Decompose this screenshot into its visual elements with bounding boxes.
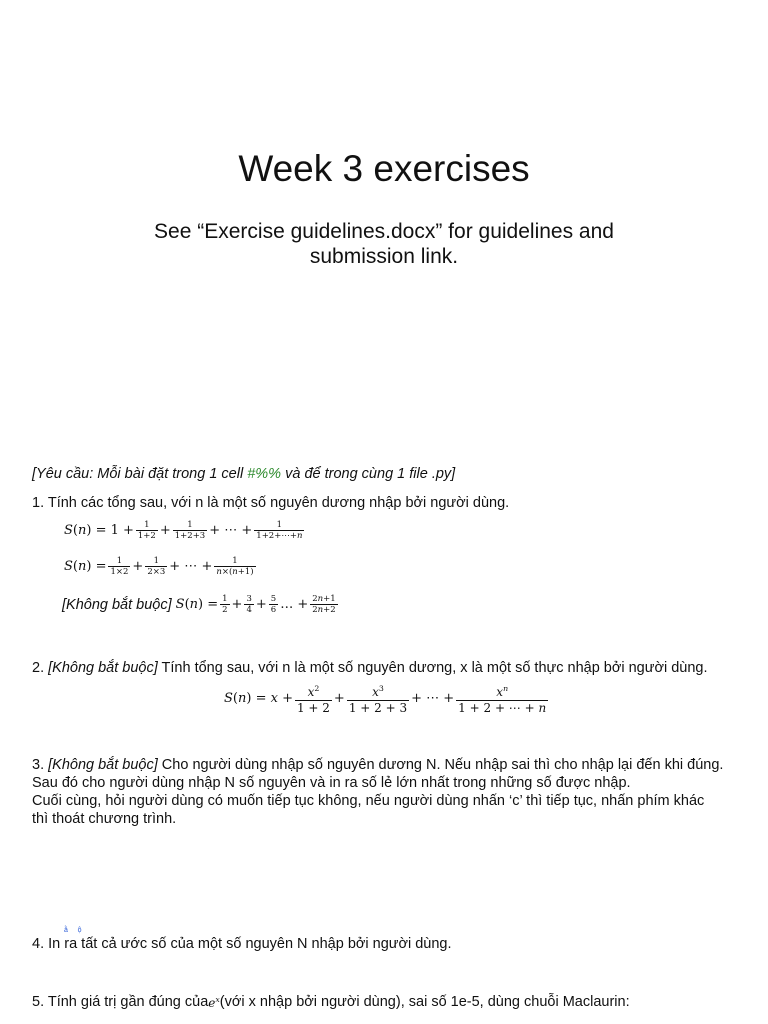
optional-label-1: [Không bắt buộc]: [62, 596, 172, 613]
exercise-3-line-4: thì thoát chương trình.: [32, 811, 177, 827]
exercise-3-number: 3.: [32, 757, 49, 773]
exercise-3-text: [32, 756, 723, 828]
cell-marker-code: #%%: [247, 466, 282, 482]
exercise-3-line-3: Cuối cùng, hỏi người dùng có muốn tiếp tục không, nếu người dùng nhấn ‘c’ thì tiếp tục, nhấn phím khác: [32, 793, 705, 809]
exercise-3-line-2: Sau đó cho người dùng nhập N số nguyên và in ra số lẻ lớn nhất trong những số được nhập.: [32, 775, 631, 791]
exercise-4-text: 4. In ra tất cả ước số của một số nguyên N nhập bởi người dùng.: [32, 936, 452, 952]
exercise-5-text: [32, 991, 630, 1012]
formula-1b: S ( n ) = $\frac{1}{1\times 2}$ + $\frac{1}{2\times 3}$ + ⋯ + $\frac{1}{n\times(n+1)}$: [64, 556, 254, 577]
exercise-2-body: Tính tổng sau, với n là một số nguyên dương, x là một số thực nhập bởi người dùng.: [157, 660, 708, 676]
formula-1c: [Không bắt buộc] S ( n ) = $\frac{1}{2}$ + $\frac{3}{4}$ + $\frac{5}{6}$ … + $\frac{2n+1}{2n+2}$: [62, 594, 336, 615]
exercise-5-prefix: 5. Tính giá trị gần đúng của: [32, 993, 209, 1010]
exercise-2-text: [32, 659, 708, 677]
exercise-3-line-1: Cho người dùng nhập số nguyên dương N. Nếu nhập sai thì cho nhập lại đến khi đúng.: [157, 757, 724, 773]
requirement-note: [32, 465, 455, 483]
formula-1a: S ( n ) = 1 + $\frac{1}{1+2}$ + $\frac{1}{1+2+3}$ + ⋯ + $\frac{1}{1+2+\cdots+n}$: [64, 520, 303, 541]
e-power-x: $e^x$: [208, 995, 220, 1010]
requirement-prefix: [Yêu cầu: Mỗi bài đặt trong 1 cell: [32, 466, 248, 482]
exercise-1-text: 1. Tính các tổng sau, với n là một số nguyên dương nhập bởi người dùng.: [32, 495, 510, 511]
exercise-2-number: 2.: [32, 660, 49, 676]
requirement-suffix: và để trong cùng 1 file .py]: [281, 466, 456, 482]
subtitle-line-2: submission link.: [309, 245, 459, 268]
formula-2: S ( n ) = x + $\frac{x^2}{1 + 2}$ + $\frac{x^3}{1 + 2 + 3}$ + ⋯ + $\frac{x^n}{1 + 2 + \cdots + n}$: [224, 684, 547, 715]
optional-label-3: [Không bắt buộc]: [48, 757, 158, 773]
stray-marks: ằ ộ: [64, 927, 82, 934]
subtitle: [0, 219, 768, 269]
subtitle-line-1: See “Exercise guidelines.docx” for guidelines and: [154, 220, 614, 243]
exercise-5-suffix: (với x nhập bởi người dùng), sai số 1e-5, dùng chuỗi Maclaurin:: [219, 993, 630, 1010]
optional-label-2: [Không bắt buộc]: [48, 660, 158, 676]
page-title: Week 3 exercises: [238, 148, 530, 189]
